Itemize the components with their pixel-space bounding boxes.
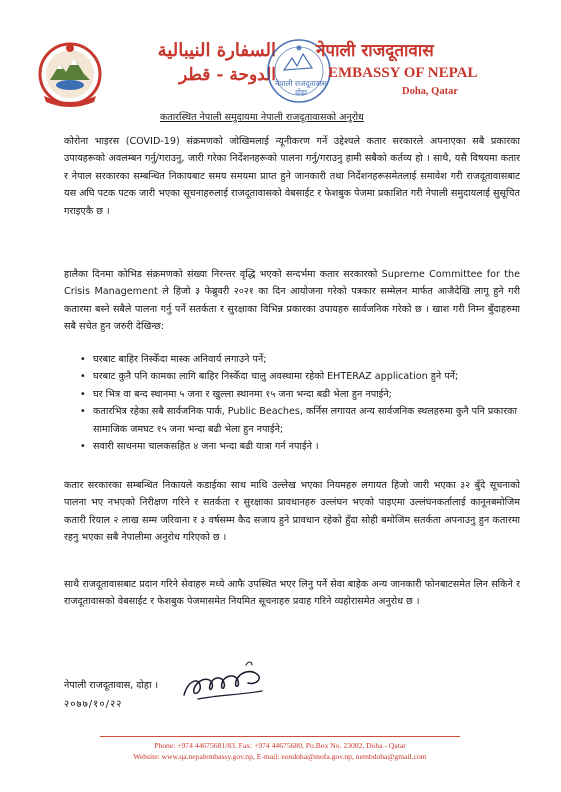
list-item: • घर भित्र वा बन्द स्थानमा ५ जना र खुल्ला स्थानमा १५ जना भन्दा बढी भेला हुन नपाईने; <box>80 386 520 403</box>
footer-divider <box>100 736 460 737</box>
nepal-emblem-icon <box>36 38 104 108</box>
footer-web: Website: www.qa.nepalembassy.gov.np, E-mail: eondoha@mofa.gov.np, nembdoha@gmail.com <box>133 752 427 761</box>
paragraph-2: हालैका दिनमा कोभिड संक्रमणको संख्या निरन्तर वृद्धि भएको सन्दर्भमा कतार सरकारको Supreme Committee for the Crisis Management ले हिजो ३ फेब्रुवरी २०२१ का दिन आयोजना गरेको पत्रकार सम्मेलन मार्फत आजैदेखि लागू हुने गरी कतारमा बस्ने सबैले पालना गर्नु पर्ने सतर्कता र सुरक्षाका विभिन्न प्रकारका उपायहरु सार्वजनिक गरेको छ । खाश गरी निम्न बुँदाहरुमा सबै सचेत हुन जरुरी देखिन्छ: <box>64 269 520 333</box>
list-item: • घरबाट बाहिर निस्केँदा मास्क अनिवार्य लगाउने पर्ने; <box>80 351 520 368</box>
list-item: • घरबाट कुनै पनि कामका लागि बाहिर निस्केँदा चालु अवस्थामा रहेको EHTERAZ application हुने पर्ने; <box>80 368 520 385</box>
embassy-seal-text: नेपाली राजदूतावास दोहा <box>275 79 327 97</box>
letterhead-arabic-city: الدوحة - قطر <box>178 65 276 85</box>
footer-contact: Phone: +974 44675681/83. Fax: +974 44675680, Po.Box No. 23002, Doha - Qatar <box>154 741 406 750</box>
issue-date: २०७७/१०/२२ <box>64 699 123 710</box>
notice-subject: कतारस्थित नेपाली समुदायमा नेपाली राजदूतावासको अनुरोध <box>160 112 364 123</box>
paragraph-1: कोरोना भाइरस (COVID-19) संक्रमणको जोखिमलाई न्यूनीकरण गर्ने उद्देश्यले कतार सरकारले अपनाएका सबै प्रकारका उपायहरूको अवलम्बन गर्नु/गराउनु, जारी गरेका निर्देशनहरूको पालना गर्नु/गराउनु हामी सबैको कर्तव्य हो । साथै, यसै विषयमा कतार र नेपाल सरकारका सम्बन्धित निकायबाट समय समयमा प्राप्त हुने जानकारी तथा निर्देशनहरूसमेतलाई समावेश गरी राजदूतावासबाट यस अघि पटक पटक जारी भएका सूचनाहरुलाई राजदूतावासको वेबसाईट र फेशबुक पेजमा प्रकाशित गरी नेपाली समुदायलाई सुसूचित गराइएकै छ । <box>64 136 520 217</box>
signature-icon <box>178 655 270 711</box>
paragraph-4: साथै राजदूतावासबाट प्रदान गरिने सेवाहरु मध्ये आफै उपस्थित भएर लिनु पर्ने सेवा बाहेक अन्य जानकारी फोनबाटसमेत लिन सकिने र राजदूतावासको वेबसाईट र फेशबुक पेजमासमेत नियमित सूचनाहरु प्रवाह गरिने व्यहोरासमेत अनुरोध छ । <box>64 579 520 608</box>
letterhead-city: Doha, Qatar <box>402 86 458 97</box>
letterhead-english-name: EMBASSY OF NEPAL <box>328 65 478 81</box>
list-item: • सवारी साधनमा चालकसहित ४ जना भन्दा बढी यात्रा गर्न नपाईने । <box>80 438 520 455</box>
signoff: नेपाली राजदूतावास, दोहा । <box>64 680 159 691</box>
directives-list <box>80 351 520 455</box>
paragraph-3: कतार सरकारका सम्बन्धित निकायले कडाईका साथ माथि उल्लेख भएका नियमहरु लगायत हिजो जारी भएका ३२ बुँदे सूचनाको पालना भए नभएको निरीक्षण गरिने र सतर्कता र सुरक्षाका प्रावधानहरु उल्लंघन भएको पाइएमा उल्लंघनकर्तालाई कानूनबमोजिम कतारी रियाल २ लाख सम्म जरिवाना र ३ वर्षसम्म कैद सजाय हुने प्रावधान रहेको हुँदा सोही बमोजिम सतर्कता अपनाउनु हुन कतारमा रहनु भएका सबै नेपालीमा अनुरोध गरिएको छ । <box>64 480 520 544</box>
letterhead-arabic-name: السفارة النيبالية <box>157 40 276 61</box>
list-item: • कतारभित्र रहेका सबै सार्वजनिक पार्क, Public Beaches, कर्निस लगायत अन्य सार्वजनिक स्थलहरुमा कुनै पनि प्रकारका सामाजिक जमघट १५ जना भन्दा बढी भेला हुन नपाईने; <box>80 403 520 438</box>
letterhead-nepali-name: नेपाली राजदूतावास <box>316 41 434 61</box>
